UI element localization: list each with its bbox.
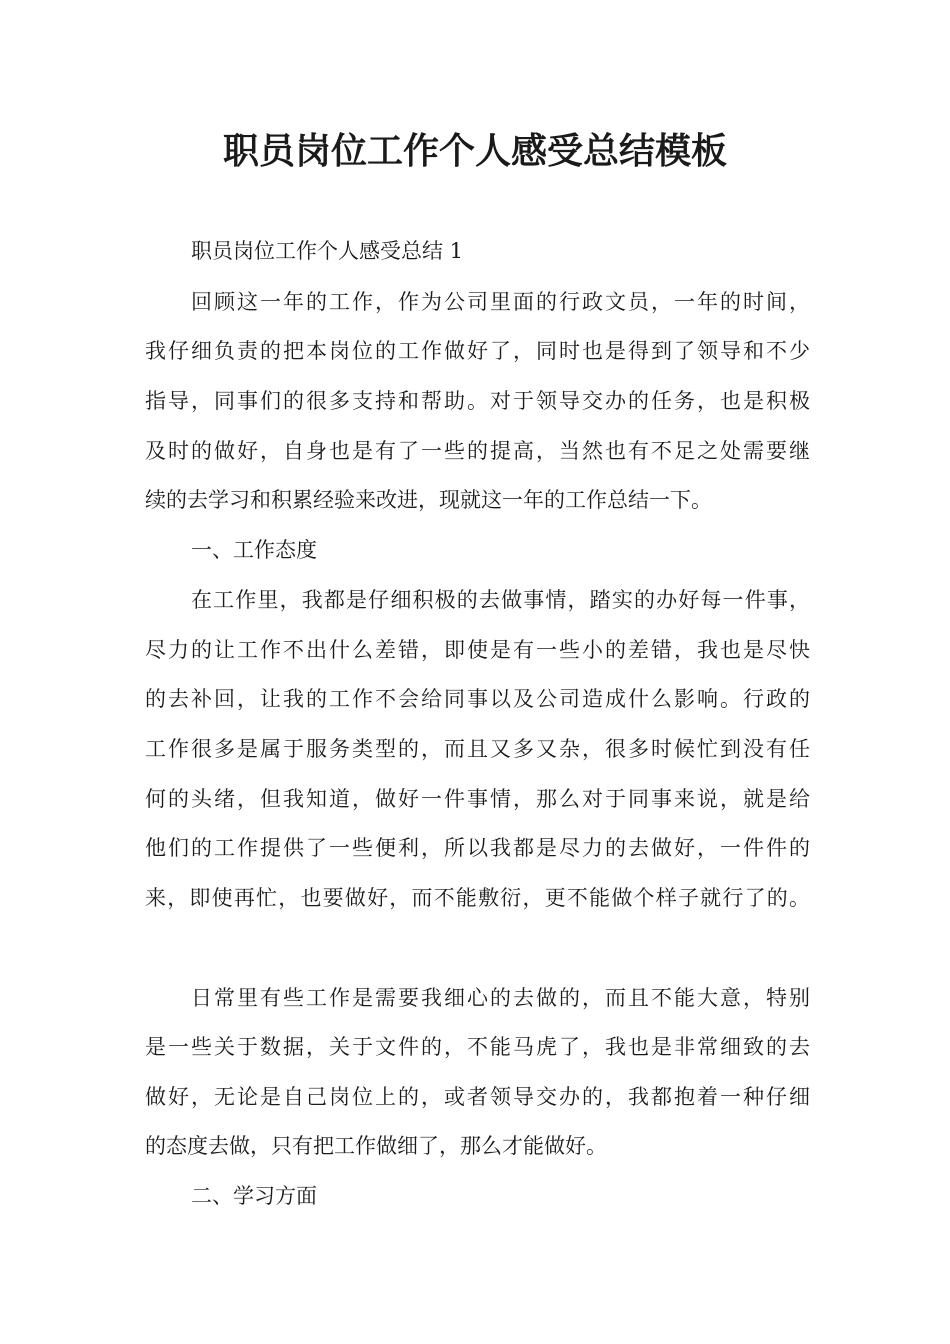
heading-study: 二、学习方面	[191, 1184, 317, 1208]
paragraph-3-line: 做好，无论是自己岗位上的，或者领导交办的，我都抱着一种仔细	[145, 1085, 810, 1109]
document-title: 职员岗位工作个人感受总结模板	[222, 131, 727, 172]
paragraph-2-line: 尽力的让工作不出什么差错，即使是有一些小的差错，我也是尽快	[145, 638, 810, 662]
paragraph-2-line: 何的头绪，但我知道，做好一件事情，那么对于同事来说，就是给	[145, 787, 810, 811]
paragraph-2-line: 来，即使再忙，也要做好，而不能敷衍，更不能做个样子就行了的。	[145, 886, 810, 910]
paragraph-1-line: 及时的做好，自身也是有了一些的提高，当然也有不足之处需要继	[145, 439, 810, 463]
paragraph-1-line: 回顾这一年的工作，作为公司里面的行政文员，一年的时间，	[191, 290, 810, 314]
paragraph-2-line: 在工作里，我都是仔细积极的去做事情，踏实的办好每一件事，	[191, 588, 810, 612]
paragraph-3-line: 是一些关于数据，关于文件的，不能马虎了，我也是非常细致的去	[145, 1035, 810, 1059]
section-title: 职员岗位工作个人感受总结 1	[191, 239, 464, 263]
paragraph-1-line: 我仔细负责的把本岗位的工作做好了，同时也是得到了领导和不少	[145, 339, 810, 363]
paragraph-3-line: 的态度去做，只有把工作做细了，那么才能做好。	[145, 1134, 607, 1158]
paragraph-2-line: 他们的工作提供了一些便利，所以我都是尽力的去做好，一件件的	[145, 836, 810, 860]
paragraph-1-line: 指导，同事们的很多支持和帮助。对于领导交办的任务，也是积极	[145, 389, 810, 413]
heading-work-attitude: 一、工作态度	[191, 538, 317, 562]
paragraph-1-line: 续的去学习和积累经验来改进，现就这一年的工作总结一下。	[145, 488, 712, 512]
paragraph-3-line: 日常里有些工作是需要我细心的去做的，而且不能大意，特别	[191, 986, 810, 1010]
paragraph-2-line: 工作很多是属于服务类型的，而且又多又杂，很多时候忙到没有任	[145, 737, 810, 761]
paragraph-2-line: 的去补回，让我的工作不会给同事以及公司造成什么影响。行政的	[145, 687, 810, 711]
